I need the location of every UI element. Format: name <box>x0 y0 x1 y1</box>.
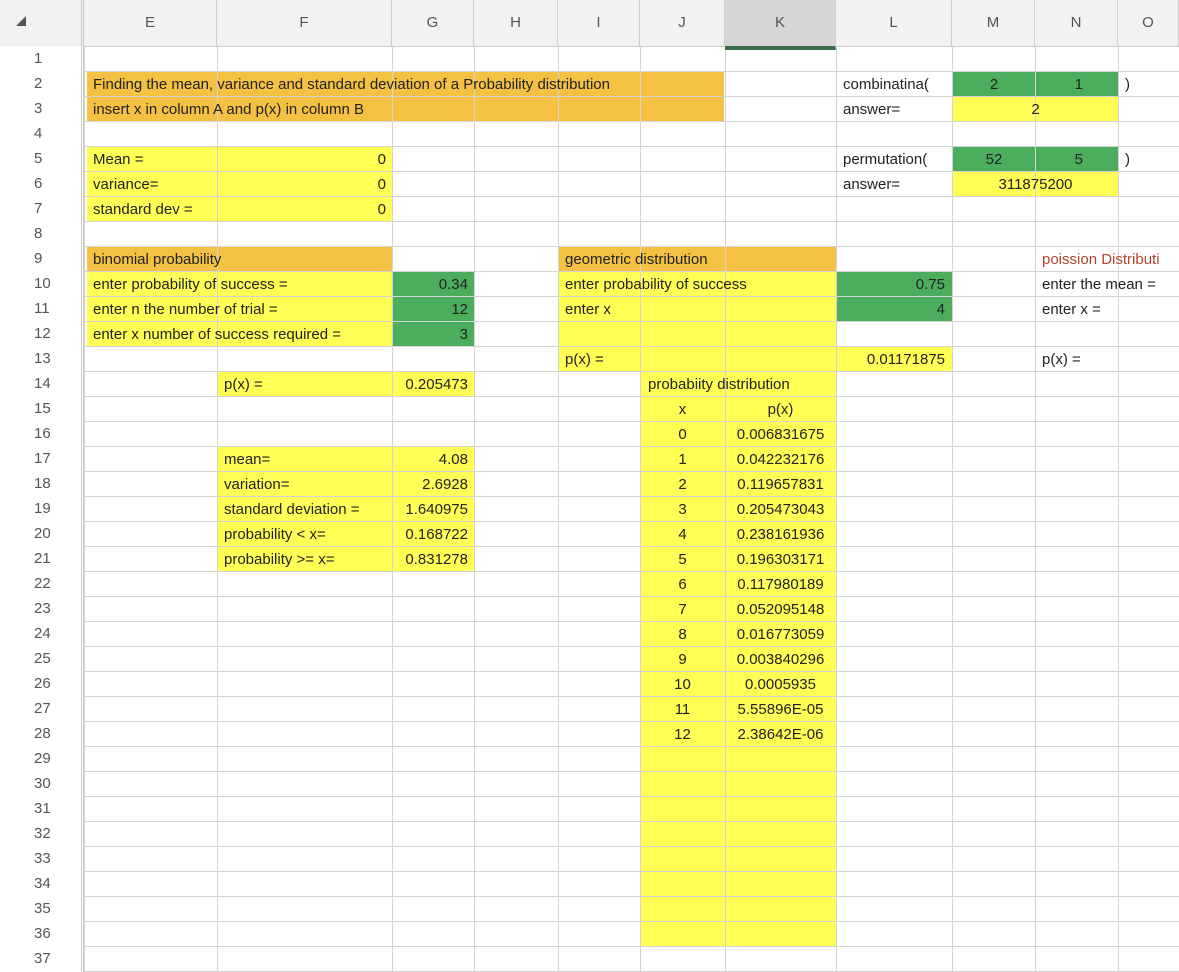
poisson-x-label[interactable]: enter x = <box>1042 301 1101 318</box>
permutation-a[interactable]: 52 <box>985 151 1003 168</box>
distribution-p-cell[interactable]: 0.238161936 <box>736 526 825 543</box>
row-header-14[interactable]: 14 <box>34 375 51 392</box>
std-value[interactable]: 0 <box>377 201 386 218</box>
binomial-n-value[interactable]: 12 <box>451 301 468 318</box>
gridline-horizontal <box>0 946 1179 947</box>
column-header-f[interactable]: F <box>217 0 392 46</box>
distribution-p-cell[interactable]: 5.55896E-05 <box>737 701 824 718</box>
column-header-k[interactable]: K <box>725 0 836 50</box>
gridline-horizontal <box>0 496 1179 497</box>
gridline-horizontal <box>0 771 1179 772</box>
poisson-mean-label[interactable]: enter the mean = <box>1042 276 1156 293</box>
gridline-horizontal <box>0 671 1179 672</box>
column-header-l[interactable]: L <box>836 0 952 46</box>
gridline-horizontal <box>0 846 1179 847</box>
row-header-3[interactable]: 3 <box>34 100 43 117</box>
gridline-horizontal <box>0 696 1179 697</box>
row-header-16[interactable]: 16 <box>34 425 51 442</box>
gridline-horizontal <box>0 821 1179 822</box>
mean-value[interactable]: 0 <box>377 151 386 168</box>
row-header-35[interactable]: 35 <box>34 900 51 917</box>
binomial-std-value[interactable]: 1.640975 <box>405 501 468 518</box>
poisson-heading[interactable]: poission Distributi <box>1042 251 1160 268</box>
row-header-11[interactable]: 11 <box>34 300 50 317</box>
binomial-variation-value[interactable]: 2.6928 <box>422 476 468 493</box>
row-header-27[interactable]: 27 <box>34 700 51 717</box>
gridline-horizontal <box>0 921 1179 922</box>
row-header-34[interactable]: 34 <box>34 875 51 892</box>
geometric-p-value[interactable]: 0.75 <box>915 276 945 293</box>
binomial-x-value[interactable]: 3 <box>459 326 468 343</box>
distribution-x-cell[interactable]: 0 <box>678 426 687 443</box>
gridline-horizontal <box>0 621 1179 622</box>
row-header-32[interactable]: 32 <box>34 825 51 842</box>
select-all-corner[interactable] <box>0 0 84 46</box>
gridline-horizontal <box>0 796 1179 797</box>
row-header-28[interactable]: 28 <box>34 725 51 742</box>
row-header-15[interactable]: 15 <box>34 400 51 417</box>
gridline-horizontal <box>0 446 1179 447</box>
permutation-close[interactable]: ) <box>1125 151 1130 168</box>
distribution-p-cell[interactable]: 0.196303171 <box>736 551 825 568</box>
row-header-21[interactable]: 21 <box>34 550 51 567</box>
permutation-b[interactable]: 5 <box>1074 151 1083 168</box>
row-header-31[interactable]: 31 <box>34 800 51 817</box>
gridline-horizontal <box>0 571 1179 572</box>
combination-label[interactable]: combinatina( <box>843 76 929 93</box>
permutation-answer-label[interactable]: answer= <box>843 176 901 193</box>
distribution-x-header[interactable]: x <box>678 401 687 418</box>
gridline-horizontal <box>0 471 1179 472</box>
distribution-p-cell[interactable]: 0.119657831 <box>737 476 824 493</box>
row-header-13[interactable]: 13 <box>34 350 51 367</box>
std-label[interactable]: standard dev = <box>93 201 193 218</box>
geometric-px-label[interactable]: p(x) = <box>565 351 604 368</box>
distribution-x-cell[interactable]: 3 <box>678 501 687 518</box>
distribution-p-cell[interactable]: 0.0005935 <box>745 676 816 693</box>
geometric-px-value[interactable]: 0.01171875 <box>866 351 945 368</box>
row-header-20[interactable]: 20 <box>34 525 51 542</box>
row-header-9[interactable]: 9 <box>34 250 43 267</box>
row-header-37[interactable]: 37 <box>34 950 51 967</box>
row-header-12[interactable]: 12 <box>34 325 51 342</box>
gridline-horizontal <box>0 521 1179 522</box>
distribution-x-cell[interactable]: 5 <box>678 551 687 568</box>
geometric-p-label[interactable]: enter probability of success <box>565 276 747 293</box>
poisson-px-label[interactable]: p(x) = <box>1042 351 1081 368</box>
distribution-x-cell[interactable]: 1 <box>678 451 687 468</box>
column-header-h[interactable]: H <box>474 0 558 46</box>
combination-answer-label[interactable]: answer= <box>843 101 901 118</box>
binomial-mean-label[interactable]: mean= <box>224 451 271 468</box>
row-header-18[interactable]: 18 <box>34 475 51 492</box>
distribution-p-cell[interactable]: 0.016773059 <box>736 626 825 643</box>
binomial-ge-value[interactable]: 0.831278 <box>405 551 468 568</box>
geometric-x-label[interactable]: enter x <box>565 301 611 318</box>
gridline-horizontal <box>0 396 1179 397</box>
distribution-p-cell[interactable]: 0.042232176 <box>736 451 825 468</box>
distribution-p-header[interactable]: p(x) <box>767 401 794 418</box>
row-header-17[interactable]: 17 <box>34 450 51 467</box>
distribution-x-cell[interactable]: 12 <box>674 726 691 743</box>
row-header-36[interactable]: 36 <box>34 925 51 942</box>
row-header-29[interactable]: 29 <box>34 750 51 767</box>
row-header-24[interactable]: 24 <box>34 625 51 642</box>
gridline-horizontal <box>0 896 1179 897</box>
geometric-x-value[interactable]: 4 <box>936 301 945 318</box>
row-header-2[interactable]: 2 <box>34 75 43 92</box>
combination-a[interactable]: 2 <box>989 76 999 93</box>
gridline-horizontal <box>0 646 1179 647</box>
distribution-x-cell[interactable]: 8 <box>678 626 687 643</box>
distribution-x-cell[interactable]: 2 <box>678 476 687 493</box>
distribution-p-cell[interactable]: 0.052095148 <box>736 601 825 618</box>
variance-value[interactable]: 0 <box>377 176 386 193</box>
row-header-10[interactable]: 10 <box>34 275 51 292</box>
row-header-26[interactable]: 26 <box>34 675 51 692</box>
binomial-heading[interactable]: binomial probability <box>93 251 222 268</box>
row-header-30[interactable]: 30 <box>34 775 51 792</box>
row-header-6[interactable]: 6 <box>34 175 43 192</box>
binomial-px-value[interactable]: 0.205473 <box>405 376 468 393</box>
distribution-p-cell[interactable]: 0.003840296 <box>736 651 825 668</box>
permutation-label[interactable]: permutation( <box>843 151 928 168</box>
binomial-less-label[interactable]: probability < x= <box>224 526 326 543</box>
row-header-25[interactable]: 25 <box>34 650 51 667</box>
distribution-p-cell[interactable]: 2.38642E-06 <box>737 726 824 743</box>
distribution-p-cell[interactable]: 0.117980189 <box>737 576 824 593</box>
row-header-5[interactable]: 5 <box>34 150 43 167</box>
distribution-x-cell[interactable]: 9 <box>678 651 687 668</box>
distribution-p-cell[interactable]: 0.006831675 <box>736 426 825 443</box>
column-header-g[interactable]: G <box>392 0 474 46</box>
gridline-horizontal <box>0 546 1179 547</box>
distribution-x-cell[interactable]: 4 <box>678 526 687 543</box>
gridline-horizontal <box>0 721 1179 722</box>
permutation-answer[interactable]: 311875200 <box>998 176 1073 193</box>
distribution-x-cell[interactable]: 11 <box>674 701 691 718</box>
geometric-heading[interactable]: geometric distribution <box>565 251 708 268</box>
gridline-horizontal <box>0 746 1179 747</box>
row-header-33[interactable]: 33 <box>34 850 51 867</box>
distribution-p-cell[interactable]: 0.205473043 <box>736 501 825 518</box>
row-header-23[interactable]: 23 <box>34 600 51 617</box>
row-header-19[interactable]: 19 <box>34 500 51 517</box>
title-line-1[interactable]: Finding the mean, variance and standard deviation of a Probability distribution <box>93 76 610 93</box>
distribution-heading[interactable]: probabiity distribution <box>648 376 790 393</box>
title-line-2[interactable]: insert x in column A and p(x) in column B <box>93 101 364 118</box>
column-header-e[interactable]: E <box>84 0 217 46</box>
column-header-j[interactable]: J <box>640 0 725 46</box>
binomial-ge-label[interactable]: probability >= x= <box>224 551 335 568</box>
row-header-22[interactable]: 22 <box>34 575 51 592</box>
binomial-std-label[interactable]: standard deviation = <box>224 501 360 518</box>
row-header-7[interactable]: 7 <box>34 200 43 217</box>
distribution-x-cell[interactable]: 7 <box>678 601 687 618</box>
gridline-horizontal <box>0 421 1179 422</box>
binomial-n-label[interactable]: enter n the number of trial = <box>93 301 278 318</box>
binomial-x-label[interactable]: enter x number of success required = <box>93 326 342 343</box>
column-header-m[interactable]: M <box>952 0 1035 46</box>
binomial-variation-label[interactable]: variation= <box>224 476 290 493</box>
row-header-4[interactable]: 4 <box>34 125 43 142</box>
combination-b[interactable]: 1 <box>1074 76 1083 93</box>
combination-close[interactable]: ) <box>1125 76 1130 93</box>
binomial-px-label[interactable]: p(x) = <box>224 376 263 393</box>
column-header-i[interactable]: I <box>558 0 640 46</box>
column-header-n[interactable]: N <box>1035 0 1118 46</box>
row-header-8[interactable]: 8 <box>34 225 43 242</box>
combination-answer[interactable]: 2 <box>1031 101 1040 118</box>
row-header-1[interactable]: 1 <box>34 50 43 67</box>
distribution-x-cell[interactable]: 10 <box>674 676 691 693</box>
select-all-icon <box>16 16 26 26</box>
binomial-less-value[interactable]: 0.168722 <box>405 526 468 543</box>
gridline-horizontal <box>0 871 1179 872</box>
column-header-o[interactable]: O <box>1118 0 1179 46</box>
binomial-mean-value[interactable]: 4.08 <box>438 451 468 468</box>
mean-label[interactable]: Mean = <box>93 151 144 168</box>
binomial-p-value[interactable]: 0.34 <box>438 276 468 293</box>
gridline-horizontal <box>0 596 1179 597</box>
variance-label[interactable]: variance= <box>93 176 159 193</box>
distribution-x-cell[interactable]: 6 <box>678 576 687 593</box>
binomial-p-label[interactable]: enter probability of success = <box>93 276 288 293</box>
